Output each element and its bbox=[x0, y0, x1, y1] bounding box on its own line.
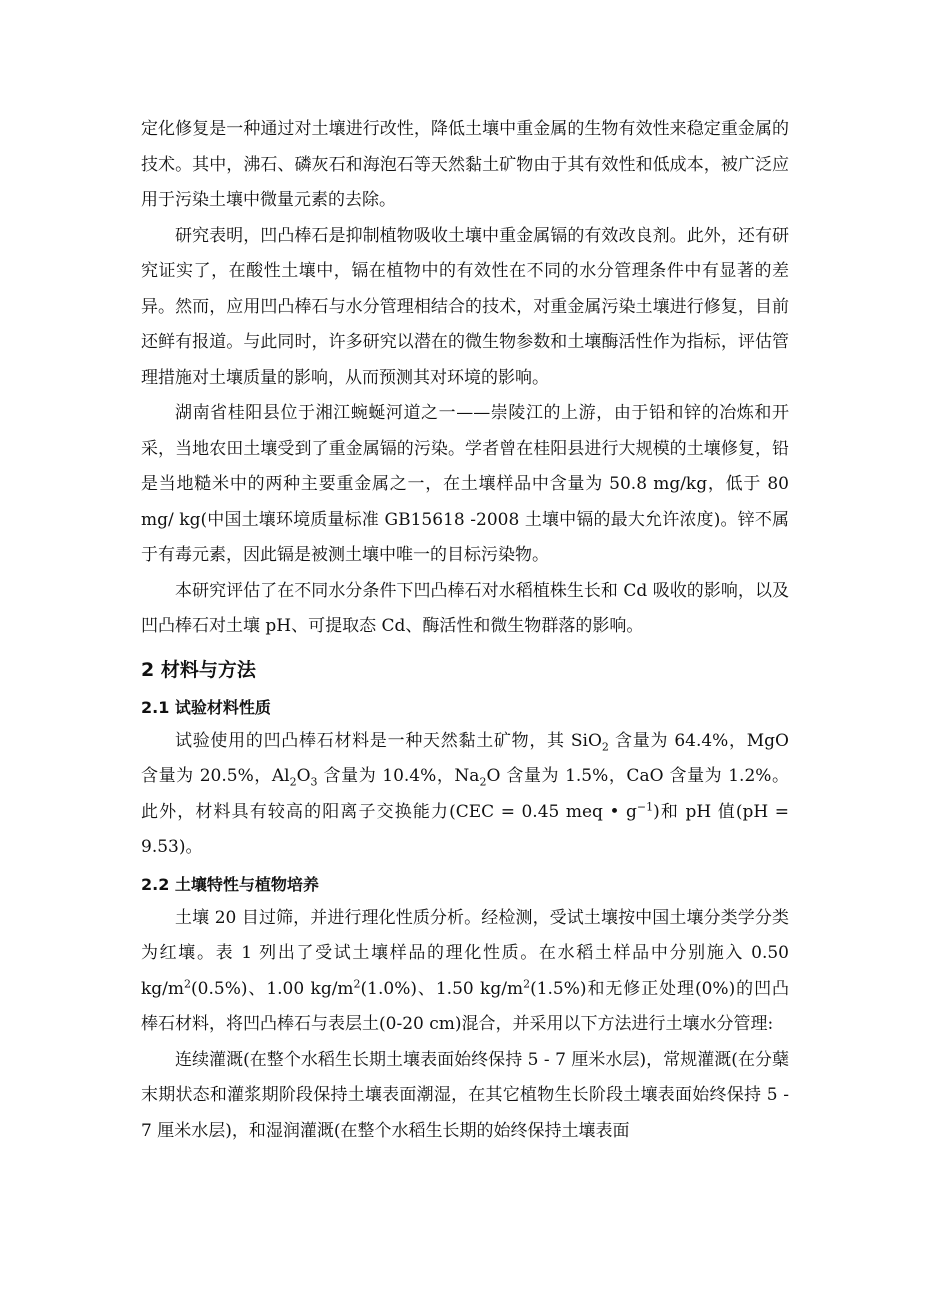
paragraph-study-aim: 本研究评估了在不同水分条件下凹凸棒石对水稻植株生长和 Cd 吸收的影响，以及凹凸棒石对土壤 pH、可提取态 Cd、酶活性和微生物群落的影响。 bbox=[141, 580, 789, 636]
paragraph-material-properties: 试验使用的凹凸棒石材料是一种天然黏土矿物，其 SiO$_2$ 含量为 64.4%，MgO 含量为 20.5%，$Al_2O_3$ 含量为 10.4%，$Na_2O$ 含量为 1.5%，CaO 含量为 1.2%。此外，材料具有较高的阳离子交换能力(CEC = 0.45 meq • $g^{-1}$)和 pH 值(pH = 9.53)。 bbox=[141, 730, 789, 857]
subsection-heading-material-properties: 2.1 试验材料性质 bbox=[141, 697, 271, 717]
subsection-heading-soil-plant-culture: 2.2 土壤特性与植物培养 bbox=[141, 874, 319, 894]
paragraph-irrigation-methods: 连续灌溉(在整个水稻生长期土壤表面始终保持 5 - 7 厘米水层)，常规灌溉(在分蘖末期状态和灌浆期阶段保持土壤表面潮湿，在其它植物生长阶段土壤表面始终保持 5 - 7 厘米水层)，和湿润灌溉(在整个水稻生长期的始终保持土壤表面 bbox=[141, 1049, 789, 1141]
section-heading-materials-methods: 2 材料与方法 bbox=[141, 658, 256, 681]
paragraph-intro-continued: 定化修复是一种通过对土壤进行改性，降低土壤中重金属的生物有效性来稳定重金属的技术。其中，沸石、磷灰石和海泡石等天然黏土矿物由于其有效性和低成本，被广泛应用于污染土壤中微量元素的去除。 bbox=[141, 119, 789, 210]
document-page bbox=[141, 112, 789, 1149]
paragraph-guiyang-site: 湖南省桂阳县位于湘江蜿蜒河道之一——崇陵江的上游，由于铅和锌的冶炼和开采，当地农田土壤受到了重金属镉的污染。学者曾在桂阳县进行大规模的土壤修复，铅是当地糙米中的两种主要重金属之一，在土壤样品中含量为 50.8 mg/kg，低于 80 mg/ kg(中国土壤环境质量标准 GB15618 -2008 土壤中镉的最大允许浓度)。锌不属于有毒元素，因此镉是被测土壤中唯一的目标污染物。 bbox=[141, 403, 789, 565]
paragraph-soil-treatment: 土壤 20 目过筛，并进行理化性质分析。经检测，受试土壤按中国土壤分类学分类为红壤。表 1 列出了受试土壤样品的理化性质。在水稻土样品中分别施入 0.50 $kg/m^2(0.5\%)$、1.00 $kg/m^2(1.0\%)$、1.50 $kg/m^2(1.5\%)$和无修正处理(0%)的凹凸棒石材料，将凹凸棒石与表层土(0-20 cm)混合，并采用以下方法进行土壤水分管理: bbox=[141, 907, 789, 1034]
paragraph-attapulgite-research: 研究表明，凹凸棒石是抑制植物吸收土壤中重金属镉的有效改良剂。此外，还有研究证实了，在酸性土壤中，镉在植物中的有效性在不同的水分管理条件中有显著的差异。然而，应用凹凸棒石与水分管理相结合的技术，对重金属污染土壤进行修复，目前还鲜有报道。与此同时，许多研究以潜在的微生物参数和土壤酶活性作为指标，评估管理措施对土壤质量的影响，从而预测其对环境的影响。 bbox=[141, 225, 789, 388]
